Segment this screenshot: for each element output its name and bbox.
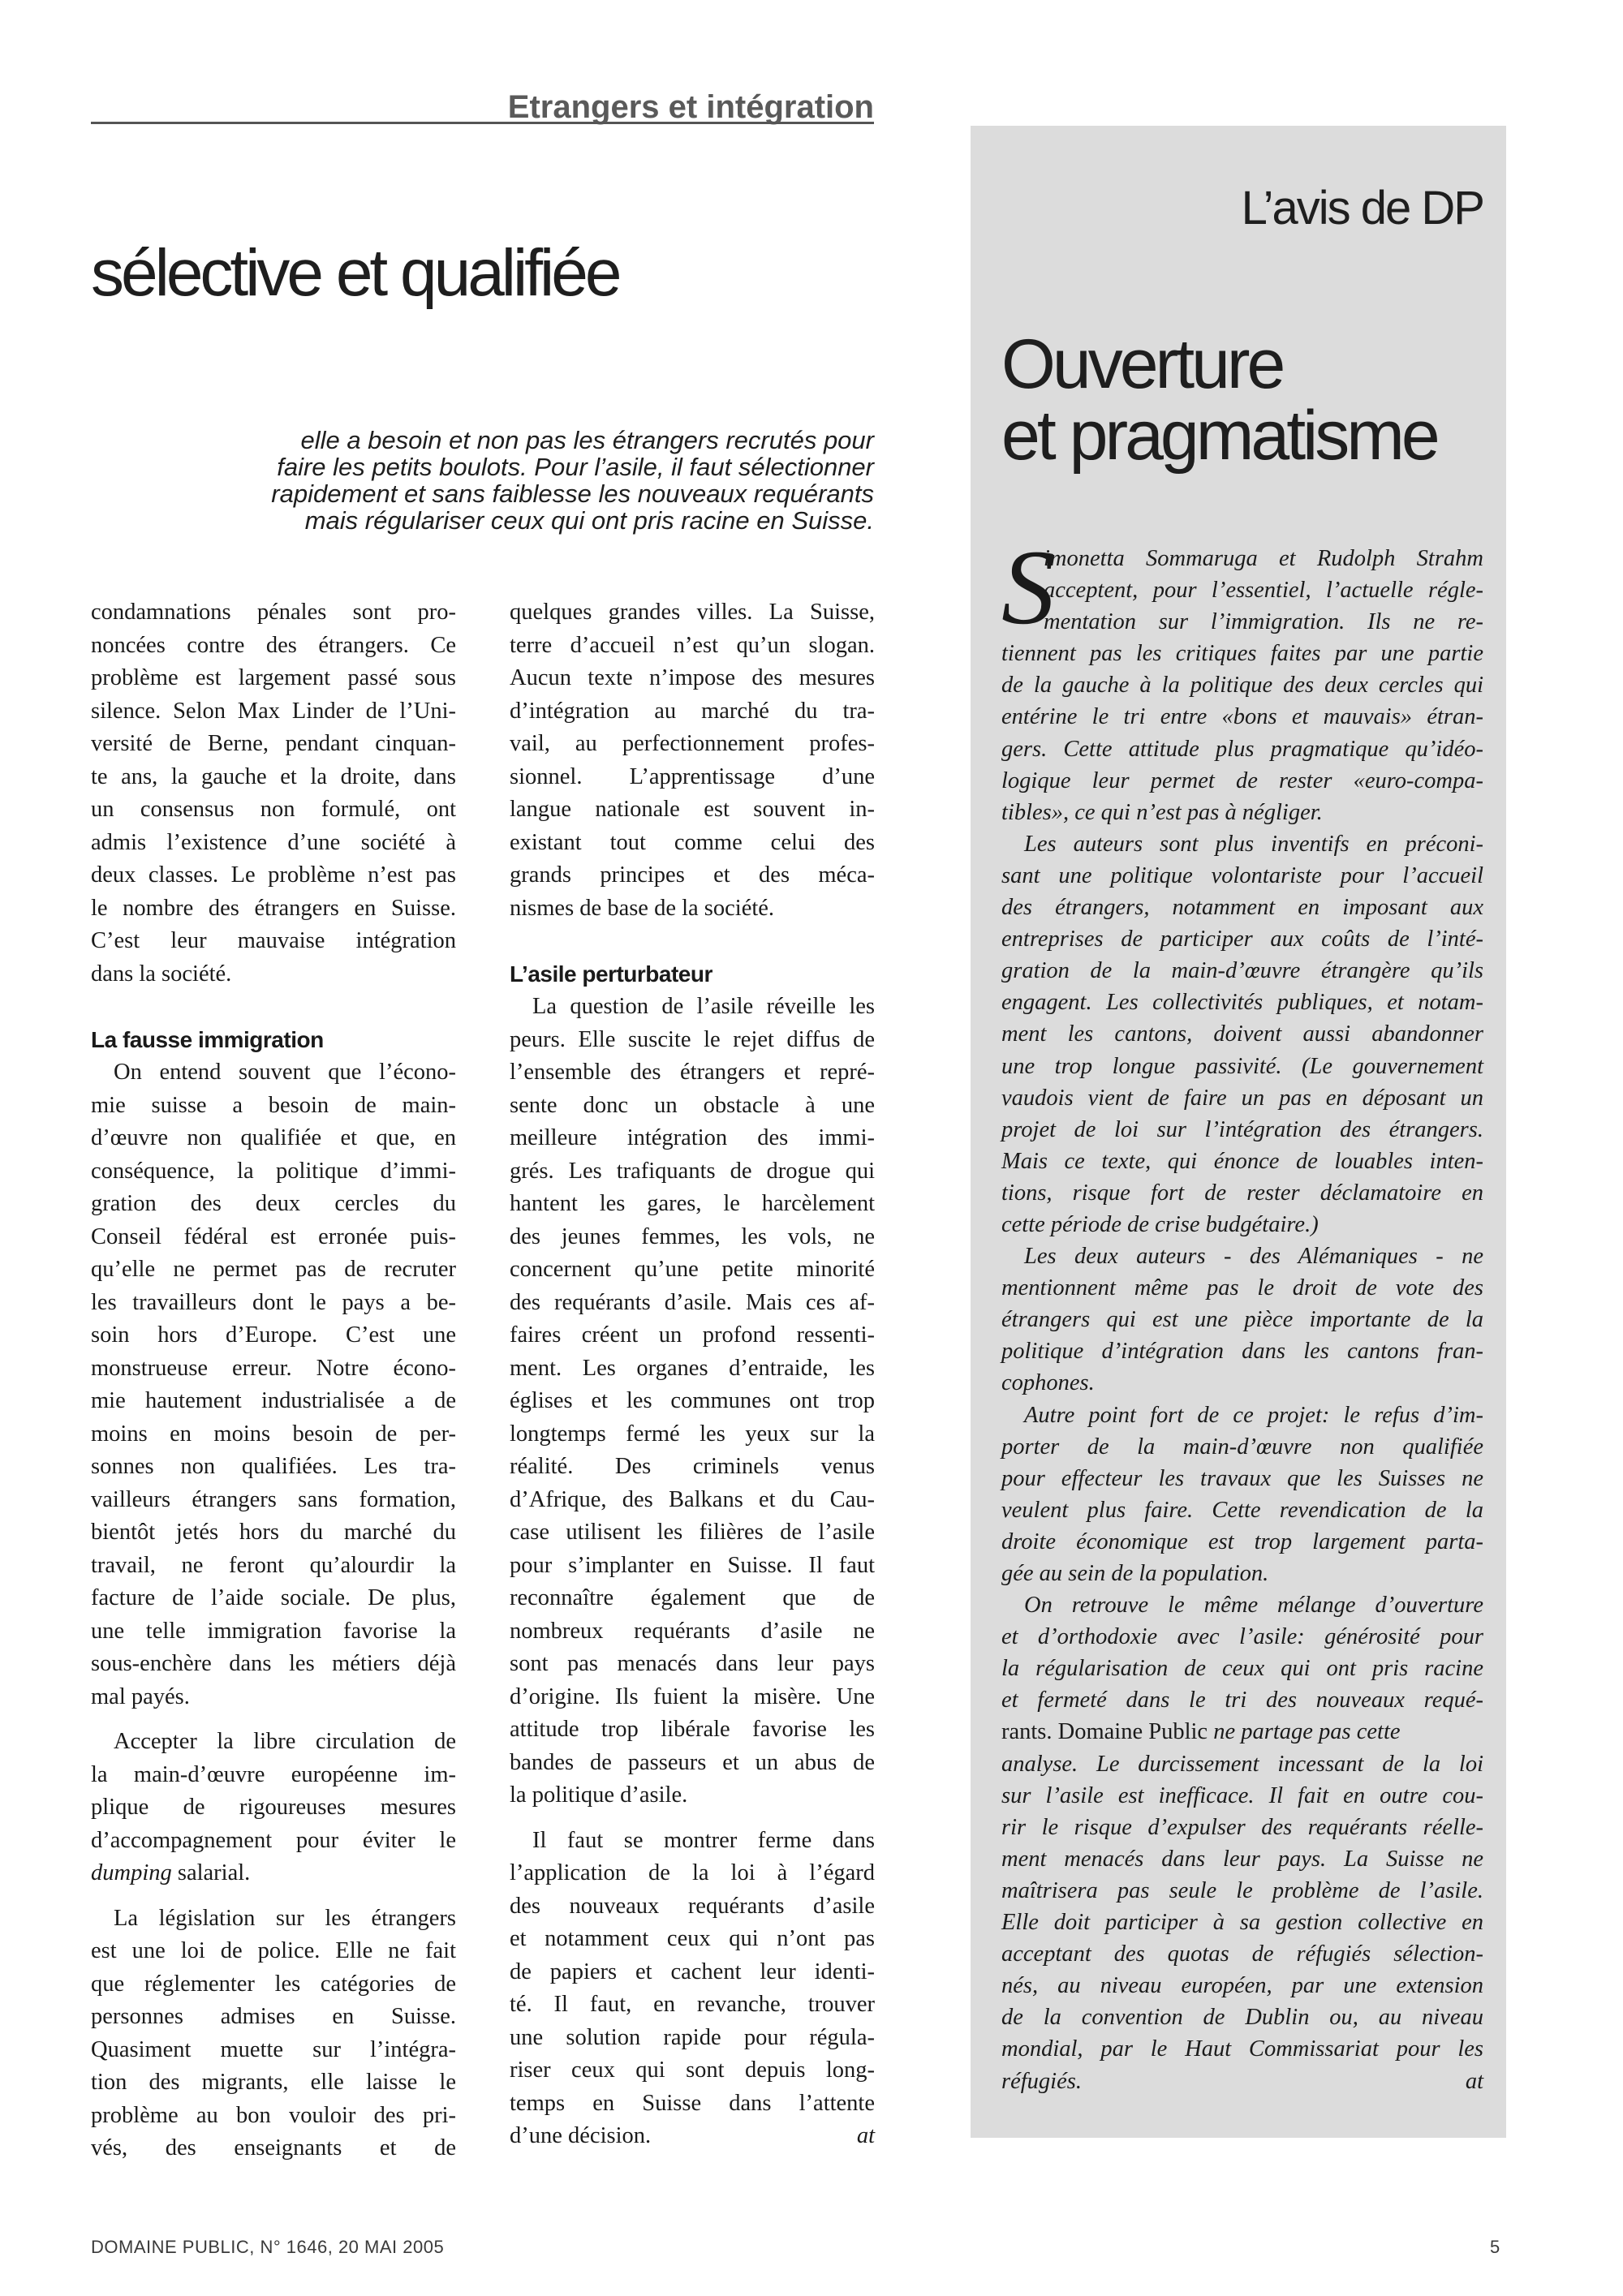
text-line: cophones. bbox=[1001, 1370, 1095, 1396]
text-line: La question de l’asile réveille les bbox=[532, 994, 875, 1019]
text-line: des étrangers, notamment en imposant aux bbox=[1001, 895, 1483, 921]
text-line: cette période de crise budgétaire.) bbox=[1001, 1211, 1319, 1237]
text-line: sionnel. L’apprentissage d’une bbox=[510, 763, 875, 789]
text-line: et d’orthodoxie avec l’asile: générosité pour bbox=[1001, 1624, 1483, 1650]
text-line: gration des deux cercles du bbox=[91, 1191, 456, 1216]
text-line: noncées contre des étrangers. Ce bbox=[91, 632, 456, 658]
text-line: un consensus non formulé, ont bbox=[91, 797, 456, 822]
text-line: mentionnent même pas le droit de vote des bbox=[1001, 1275, 1483, 1301]
text-line: existant tout comme celui des bbox=[510, 829, 875, 855]
text-line: acceptant des quotas de réfugiés sélection- bbox=[1001, 1941, 1483, 1967]
text-line: d’accompagnement pour éviter le bbox=[91, 1827, 456, 1853]
text-line: mal payés. bbox=[91, 1683, 190, 1709]
text-line: veulent plus faire. Cette revendication de la bbox=[1001, 1497, 1483, 1523]
text-line: une solution rapide pour régula- bbox=[510, 2024, 875, 2050]
text-line: de papiers et cachent leur identi- bbox=[510, 1958, 875, 1984]
text-line: maîtrisera pas seule le problème de l’asile. bbox=[1001, 1877, 1483, 1903]
section-rule bbox=[91, 122, 874, 124]
text-line: gration de la main-d’œuvre étrangère qu’ils bbox=[1001, 958, 1483, 984]
section-title: Etrangers et intégration bbox=[507, 89, 874, 125]
text-line: versité de Berne, pendant cinquan- bbox=[91, 731, 456, 756]
text-line: gée au sein de la population. bbox=[1001, 1561, 1269, 1586]
text-line: Conseil fédéral est erronée puis- bbox=[91, 1223, 456, 1249]
text-line: les travailleurs dont le pays a be- bbox=[91, 1289, 456, 1315]
text-line: ment. Les organes d’entraide, les bbox=[510, 1355, 875, 1381]
text-line: mentation sur l’immigration. Ils ne re- bbox=[1044, 609, 1483, 635]
body-column-2 bbox=[510, 596, 875, 2153]
text-line: droite économique est trop largement parta- bbox=[1001, 1529, 1483, 1554]
text-line: sous-enchère dans les métiers déjà bbox=[91, 1651, 456, 1676]
text-line: que réglementer les catégories de bbox=[91, 1971, 456, 1997]
text-line: de la convention de Dublin ou, au niveau bbox=[1001, 2005, 1483, 2031]
text-line: d’origine. Ils fuient la misère. Une bbox=[510, 1683, 875, 1709]
text-line: rir le risque d’expulser des requérants réelle- bbox=[1001, 1814, 1483, 1840]
text-line: concernent qu’une petite minorité bbox=[510, 1257, 875, 1282]
text-line: la régularisation de ceux qui ont pris racine bbox=[1001, 1656, 1483, 1682]
page-number: 5 bbox=[1490, 2237, 1500, 2257]
text-line: Elle doit participer à sa gestion collective en bbox=[1001, 1910, 1483, 1936]
text-line: tion des migrants, elle laisse le bbox=[91, 2070, 456, 2095]
text-line: d’œuvre non qualifiée et que, en bbox=[91, 1125, 456, 1150]
text-line: sont pas menacés dans leur pays bbox=[510, 1651, 875, 1676]
text-fragment: salarial. bbox=[171, 1860, 251, 1885]
lead-line: mais régulariser ceux qui ont pris racine en Suisse. bbox=[304, 506, 874, 535]
text-line: églises et les communes ont trop bbox=[510, 1388, 875, 1413]
text-line: monstrueuse erreur. Notre écono- bbox=[91, 1355, 456, 1381]
lead-paragraph bbox=[91, 427, 874, 534]
sidebar-body bbox=[1001, 543, 1483, 2097]
text-line: projet de loi sur l’intégration des étrangers. bbox=[1001, 1116, 1483, 1142]
text-line: sur l’asile est inefficace. Il fait en outre cou- bbox=[1001, 1782, 1483, 1808]
text-line: nismes de base de la société. bbox=[510, 895, 775, 921]
text-line: d’intégration au marché du tra- bbox=[510, 698, 875, 724]
text-line: conséquence, la politique d’immi- bbox=[91, 1158, 456, 1184]
text-line: une telle immigration favorise la bbox=[91, 1618, 456, 1644]
text-line: pour effecteur les travaux que les Suisses ne bbox=[1001, 1465, 1483, 1491]
text-line: té. Il faut, en revanche, trouver bbox=[510, 1992, 875, 2017]
text-line: deux classes. Le problème n’est pas bbox=[91, 862, 456, 888]
text-line: acceptent, pour l’essentiel, l’actuelle régle- bbox=[1044, 578, 1483, 604]
sidebar-title-line: et pragmatisme bbox=[1001, 397, 1437, 475]
text-line: Mais ce texte, qui énonce de louables inten- bbox=[1001, 1148, 1483, 1174]
sidebar-kicker: L’avis de DP bbox=[1241, 182, 1483, 234]
text-line: riser ceux qui sont depuis long- bbox=[510, 2057, 875, 2083]
text-line: attitude trop libérale favorise les bbox=[510, 1717, 875, 1742]
text-line: Les deux auteurs - des Alémaniques - ne bbox=[1024, 1244, 1483, 1270]
text-line: le nombre des étrangers en Suisse. bbox=[91, 895, 456, 921]
text-line: langue nationale est souvent in- bbox=[510, 797, 875, 822]
text-line: longtemps fermé les yeux sur la bbox=[510, 1421, 875, 1447]
headline: sélective et qualifiée bbox=[91, 236, 619, 310]
sidebar-signature: at bbox=[1465, 2068, 1483, 2094]
text-line: gers. Cette attitude plus pragmatique qu’idéo- bbox=[1001, 736, 1483, 762]
text-line bbox=[1001, 1716, 1483, 1748]
text-line: facture de l’aide sociale. De plus, bbox=[91, 1585, 456, 1610]
text-line: pour s’implanter en Suisse. Il faut bbox=[510, 1552, 875, 1578]
text-line: temps en Suisse dans l’attente bbox=[510, 2090, 875, 2116]
text-fragment: rants. Domaine Public bbox=[1001, 1719, 1208, 1745]
text-line: condamnations pénales sont pro- bbox=[91, 600, 456, 625]
text-line: nombreux requérants d’asile ne bbox=[510, 1618, 875, 1644]
text-line: sonnes non qualifiées. Les tra- bbox=[91, 1454, 456, 1479]
text-line: des nouveaux requérants d’asile bbox=[510, 1893, 875, 1919]
text-line: ment les cantons, doivent aussi abandonner bbox=[1001, 1021, 1483, 1047]
text-fragment: d’une décision. bbox=[510, 2123, 652, 2148]
text-line: moins en moins besoin de per- bbox=[91, 1421, 456, 1447]
text-line: hantent les gares, le harcèlement bbox=[510, 1191, 875, 1216]
text-line: imonetta Sommaruga et Rudolph Strahm bbox=[1044, 546, 1483, 571]
body-column-1 bbox=[91, 596, 456, 2165]
text-line: l’ensemble des étrangers et repré- bbox=[510, 1060, 875, 1085]
text-line: mie suisse a besoin de main- bbox=[91, 1092, 456, 1118]
text-line: des requérants d’asile. Mais ces af- bbox=[510, 1289, 875, 1315]
text-line: la main-d’œuvre européenne im- bbox=[91, 1761, 456, 1787]
text-line: mie hautement industrialisée a de bbox=[91, 1388, 456, 1413]
text-line: réalité. Des criminels venus bbox=[510, 1454, 875, 1479]
text-line: tiennent pas les critiques faites par une partie bbox=[1001, 641, 1483, 667]
drop-cap: S bbox=[1001, 527, 1055, 647]
text-line: Quasiment muette sur l’intégra- bbox=[91, 2036, 456, 2062]
text-line: analyse. Le durcissement incessant de la loi bbox=[1001, 1751, 1483, 1777]
text-line: vaudois vient de faire un pas en déposant un bbox=[1001, 1085, 1483, 1111]
subhead-asile-perturbateur: L’asile perturbateur bbox=[510, 961, 712, 987]
text-line: vail, au perfectionnement profes- bbox=[510, 731, 875, 756]
text-line: tions, risque fort de rester déclamatoire en bbox=[1001, 1180, 1483, 1206]
text-line: Autre point fort de ce projet: le refus d’im- bbox=[1024, 1402, 1483, 1428]
text-line: d’Afrique, des Balkans et du Cau- bbox=[510, 1486, 875, 1512]
text-line: dans la société. bbox=[91, 961, 232, 987]
text-line: bandes de passeurs et un abus de bbox=[510, 1749, 875, 1775]
text-line: mondial, par le Haut Commissariat pour les bbox=[1001, 2036, 1483, 2062]
text-line: personnes admises en Suisse. bbox=[91, 2004, 456, 2029]
author-signature: at bbox=[856, 2123, 875, 2148]
text-fragment: réfugiés. bbox=[1001, 2068, 1082, 2094]
text-line: politique d’intégration dans les cantons fran- bbox=[1001, 1339, 1483, 1365]
text-line: reconnaître également que de bbox=[510, 1585, 875, 1610]
text-line bbox=[1001, 2066, 1483, 2097]
text-line: vailleurs étrangers sans formation, bbox=[91, 1486, 456, 1512]
text-line: problème est largement passé sous bbox=[91, 665, 456, 690]
text-line: ment menacés dans leur pays. La Suisse ne bbox=[1001, 1846, 1483, 1872]
text-line: travail, ne feront qu’alourdir la bbox=[91, 1552, 456, 1578]
text-line: problème au bon vouloir des pri- bbox=[91, 2102, 456, 2128]
text-line: logique leur permet de rester «euro-compa- bbox=[1001, 767, 1483, 793]
text-line: porter de la main-d’œuvre non qualifiée bbox=[1001, 1434, 1483, 1460]
text-line: et notamment ceux qui n’ont pas bbox=[510, 1926, 875, 1951]
footer-publication: DOMAINE PUBLIC, N° 1646, 20 MAI 2005 bbox=[91, 2237, 445, 2257]
text-line: soin hors d’Europe. C’est une bbox=[91, 1322, 456, 1348]
text-line: meilleure intégration des immi- bbox=[510, 1125, 875, 1150]
text-line: nés, au niveau européen, par une extension bbox=[1001, 1973, 1483, 1999]
text-line: admis l’existence d’une société à bbox=[91, 829, 456, 855]
text-line: bientôt jetés hors du marché du bbox=[91, 1520, 456, 1545]
lead-line: rapidement et sans faiblesse les nouveaux requérants bbox=[271, 479, 874, 508]
text-line: Il faut se montrer ferme dans bbox=[532, 1827, 875, 1853]
text-line bbox=[510, 2120, 875, 2153]
text-line: de la gauche à la politique des deux cercles qui bbox=[1001, 673, 1483, 699]
sidebar-title-line: Ouverture bbox=[1001, 325, 1283, 403]
text-line: La législation sur les étrangers bbox=[114, 1905, 456, 1931]
italic-word: dumping bbox=[91, 1860, 172, 1885]
text-line: vés, des enseignants et de bbox=[91, 2135, 456, 2161]
text-line: Accepter la libre circulation de bbox=[114, 1729, 456, 1754]
text-line: entérine le tri entre «bons et mauvais» étran- bbox=[1001, 704, 1483, 730]
text-line: la politique d’asile. bbox=[510, 1782, 688, 1808]
text-line: plique de rigoureuses mesures bbox=[91, 1795, 456, 1820]
text-line: grands principes et des méca- bbox=[510, 862, 875, 888]
text-line: faires créent un profond ressenti- bbox=[510, 1322, 875, 1348]
text-line: On entend souvent que l’écono- bbox=[114, 1060, 456, 1085]
text-line: case utilisent les filières de l’asile bbox=[510, 1520, 875, 1545]
text-line: une trop longue passivité. (Le gouvernement bbox=[1001, 1053, 1483, 1079]
lead-line: faire les petits boulots. Pour l’asile, il faut sélectionner bbox=[277, 453, 874, 481]
text-line: silence. Selon Max Linder de l’Uni- bbox=[91, 698, 456, 724]
text-line: qu’elle ne permet pas de recruter bbox=[91, 1257, 456, 1282]
text-line: On retrouve le même mélange d’ouverture bbox=[1024, 1593, 1483, 1619]
text-line bbox=[91, 1857, 456, 1890]
text-line: et fermeté dans le tri des nouveaux requé- bbox=[1001, 1688, 1483, 1713]
subhead-fausse-immigration: La fausse immigration bbox=[91, 1026, 324, 1052]
text-line: étrangers qui est une pièce importante de la bbox=[1001, 1307, 1483, 1333]
text-line: est une loi de police. Elle ne fait bbox=[91, 1938, 456, 1963]
text-line: terre d’accueil n’est qu’un slogan. bbox=[510, 632, 875, 658]
lead-line: elle a besoin et non pas les étrangers recrutés pour bbox=[300, 426, 874, 454]
text-line: Les auteurs sont plus inventifs en préconi- bbox=[1024, 831, 1483, 857]
text-line: sente donc un obstacle à une bbox=[510, 1092, 875, 1118]
text-line: C’est leur mauvaise intégration bbox=[91, 928, 456, 953]
text-line: des jeunes femmes, les vols, ne bbox=[510, 1223, 875, 1249]
text-line: te ans, la gauche et la droite, dans bbox=[91, 763, 456, 789]
sidebar-title bbox=[1001, 325, 1437, 475]
text-line: quelques grandes villes. La Suisse, bbox=[510, 600, 875, 625]
text-line: engagent. Les collectivités publiques, et notam- bbox=[1001, 990, 1483, 1016]
text-line: sant une politique volontariste pour l’accueil bbox=[1001, 862, 1483, 888]
text-line: peurs. Elle suscite le rejet diffus de bbox=[510, 1026, 875, 1052]
text-line: entreprises de participer aux coûts de l’inté- bbox=[1001, 927, 1483, 952]
text-line: tibles», ce qui n’est pas à négliger. bbox=[1001, 799, 1323, 825]
text-line: l’application de la loi à l’égard bbox=[510, 1860, 875, 1885]
text-fragment: ne partage pas cette bbox=[1208, 1719, 1401, 1745]
text-line: grés. Les trafiquants de drogue qui bbox=[510, 1158, 875, 1184]
text-line: Aucun texte n’impose des mesures bbox=[510, 665, 875, 690]
